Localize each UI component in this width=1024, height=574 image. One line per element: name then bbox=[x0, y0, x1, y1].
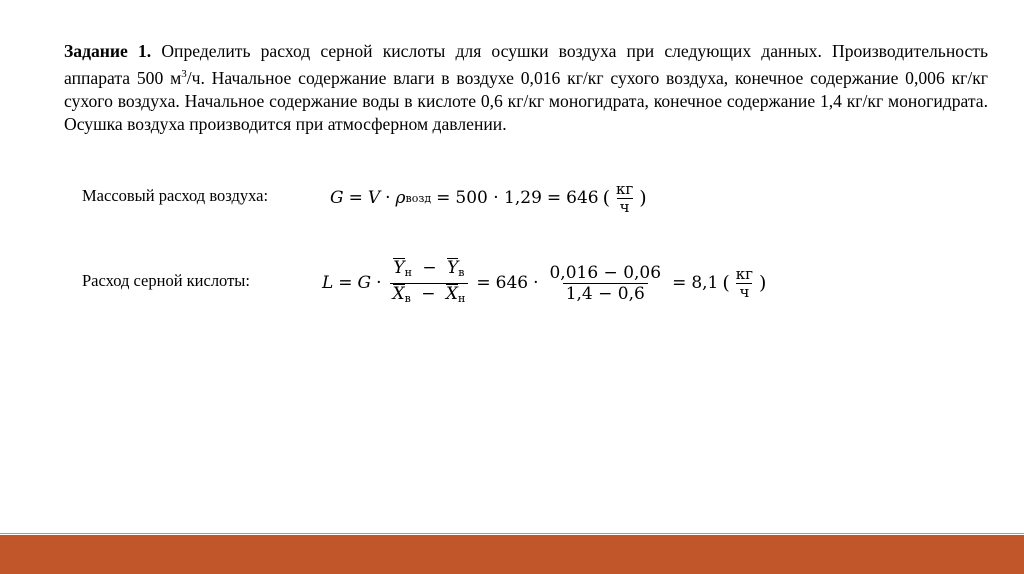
formula2-minus1: − bbox=[422, 257, 437, 278]
formula2-result: 8,1 bbox=[691, 273, 719, 293]
formula2-lhs: L bbox=[322, 273, 334, 293]
formula2-y1: Y bbox=[393, 257, 405, 278]
formula2-x1-sub: в bbox=[404, 291, 411, 305]
formula2-label: Расход серной кислоты: bbox=[82, 271, 250, 290]
formula2-unit-den: ч bbox=[736, 283, 752, 301]
formula2-dot: · bbox=[376, 273, 382, 293]
formula2-y2-sub: в bbox=[458, 265, 465, 279]
formula1-unit-den: ч bbox=[617, 198, 633, 216]
formula2-unit bbox=[733, 266, 756, 301]
formula2-numeric-den: 1,4 − 0,6 bbox=[563, 283, 648, 304]
formula1-result: 646 bbox=[566, 188, 599, 208]
task-heading: Задание 1. bbox=[64, 41, 152, 61]
formula2-x2-sub: н bbox=[458, 291, 466, 305]
formula1-values: 500 · 1,29 bbox=[455, 188, 542, 208]
formula2-x1: X bbox=[392, 283, 405, 304]
task-text-part2: /ч. Начальное содержание влаги в воздухе 0,016 кг/кг сухого воздуха, конечное содержание 0,006 кг/кг сухого воздуха. Начальное содержание воды в кислоте 0,6 кг/кг моногидрата, конечное содержание 1,4 кг/кг моногидрата. Осушка воздуха производится при атмосферном давлении. bbox=[64, 68, 988, 134]
formula1-dot: · bbox=[385, 188, 391, 208]
formula1-eq: = bbox=[348, 188, 363, 208]
formula2-fraction-numeric bbox=[546, 263, 664, 304]
formula2-minus2: − bbox=[421, 283, 436, 304]
formula2-symbolic-den bbox=[390, 283, 469, 309]
formula2-open-paren: ( bbox=[722, 272, 730, 294]
formula2-eq2: = bbox=[476, 273, 491, 293]
formula2-symbolic-num bbox=[390, 258, 467, 283]
formula2-close-paren: ) bbox=[759, 272, 767, 294]
formula2-y1-sub: н bbox=[404, 265, 412, 279]
formula2-fraction-symbolic bbox=[390, 258, 469, 309]
formula2-unit-num: кг bbox=[735, 264, 754, 283]
footer-divider bbox=[0, 533, 1024, 534]
task-text bbox=[64, 40, 988, 136]
footer-accent-bar bbox=[0, 535, 1024, 574]
formula2-dot2: · bbox=[533, 273, 539, 293]
formula1-unit-num: кг bbox=[616, 179, 634, 198]
formula1-rho: ρ bbox=[395, 188, 406, 208]
formula1-eq3: = bbox=[546, 188, 562, 208]
formula2 bbox=[322, 258, 766, 308]
formula1-v: V bbox=[367, 188, 381, 208]
formula1-close-paren: ) bbox=[639, 187, 647, 209]
formula2-eq3: = bbox=[672, 273, 687, 293]
formula1-label: Массовый расход воздуха: bbox=[82, 186, 269, 205]
formula1-eq2: = bbox=[436, 188, 451, 208]
formula2-numeric-num: 0,016 − 0,06 bbox=[549, 262, 662, 283]
formula1-lhs: G bbox=[330, 188, 344, 208]
formula1-open-paren: ( bbox=[602, 187, 611, 209]
formula2-x2: X bbox=[445, 283, 459, 304]
formula2-eq: = bbox=[338, 273, 353, 293]
formula1-unit bbox=[613, 181, 636, 216]
task-text-part1: Определить расход серной кислоты для осушки воздуха при следующих данных. Производительность аппарата 500 м bbox=[64, 41, 988, 88]
formula2-coef: 646 bbox=[495, 273, 529, 293]
formula2-g: G bbox=[357, 273, 372, 293]
formula1-rho-sub: возд bbox=[405, 191, 432, 205]
formula2-y2: Y bbox=[447, 257, 459, 278]
unit-superscript: 3 bbox=[181, 68, 187, 80]
formula1 bbox=[330, 176, 647, 220]
